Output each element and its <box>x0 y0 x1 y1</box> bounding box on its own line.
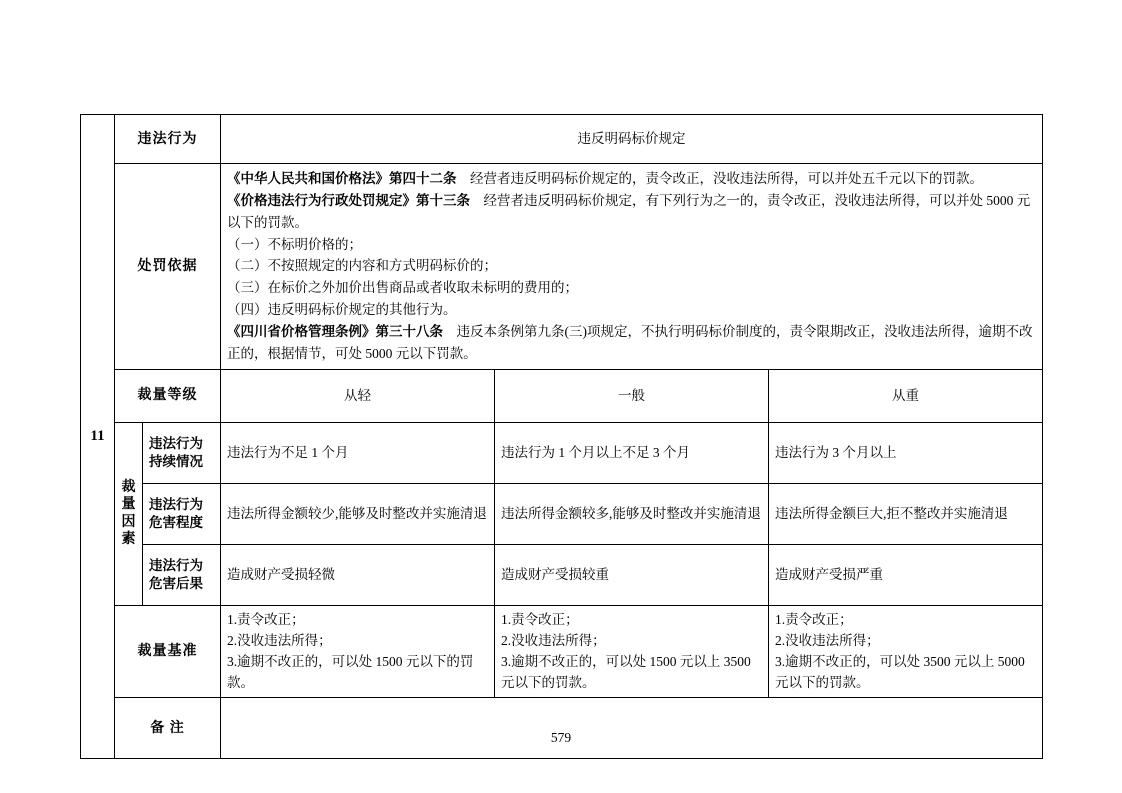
factor-consequence-normal: 造成财产受损较重 <box>495 544 769 605</box>
grade-header-heavy: 从重 <box>769 369 1043 422</box>
factor-label-char-1: 裁 <box>121 479 136 495</box>
penalty-basis-line-7: 《四川省价格管理条例》第三十八条 违反本条例第九条(三)项规定，不执行明码标价制度的，责令限期改正，没收违法所得，逾期不改正的，根据情节，可处 5000 元以下罚款。 <box>227 324 1033 361</box>
label-remark: 备 注 <box>115 698 221 759</box>
penalty-basis-line-2: 《价格违法行为行政处罚规定》第十三条 经营者违反明码标价规定，有下列行为之一的，责令改正，没收违法所得，可以并处 5000 元以下的罚款。 <box>227 192 1031 230</box>
standard-normal-line3: 3.逾期不改正的，可以处 1500 元以上 3500 元以下的罚款。 <box>501 653 751 690</box>
standard-heavy <box>769 605 1043 698</box>
factor-name-severity-line1: 违法行为 <box>149 496 203 512</box>
factor-name-severity-line2: 危害程度 <box>149 514 203 530</box>
row-index: 11 <box>81 115 115 759</box>
label-discretion-factors <box>115 422 143 605</box>
table-row-factor-duration <box>81 422 1043 483</box>
standard-heavy-line2: 2.没收违法所得； <box>775 632 880 648</box>
standard-light <box>221 605 495 698</box>
grade-header-normal: 一般 <box>495 369 769 422</box>
factor-duration-light: 违法行为不足 1 个月 <box>221 422 495 483</box>
remark-value <box>221 698 1043 759</box>
factor-severity-normal: 违法所得金额较多,能够及时整改并实施清退 <box>495 483 769 544</box>
standard-heavy-line3: 3.逾期不改正的，可以处 3500 元以上 5000 元以下的罚款。 <box>775 653 1025 690</box>
factor-name-duration <box>143 422 221 483</box>
label-discretion-level: 裁量等级 <box>115 369 221 422</box>
factor-name-consequence <box>143 544 221 605</box>
table-row-penalty-basis <box>81 164 1043 370</box>
penalty-basis-line-1: 《中华人民共和国价格法》第四十二条 经营者违反明码标价规定的，责令改正，没收违法所得，可以并处五千元以下的罚款。 <box>227 171 983 186</box>
factor-name-duration-line1: 违法行为 <box>149 435 203 451</box>
factor-name-consequence-line1: 违法行为 <box>149 557 203 573</box>
table-row-factor-severity <box>81 483 1043 544</box>
penalty-basis-line-5: （三）在标价之外加价出售商品或者收取未标明的费用的； <box>227 280 578 296</box>
discretion-table <box>80 114 1043 759</box>
standard-light-line2: 2.没收违法所得； <box>227 632 332 648</box>
penalty-basis-value <box>221 164 1043 370</box>
standard-normal <box>495 605 769 698</box>
factor-severity-light: 违法所得金额较少,能够及时整改并实施清退 <box>221 483 495 544</box>
factor-duration-normal: 违法行为 1 个月以上不足 3 个月 <box>495 422 769 483</box>
penalty-basis-line-4: （二）不按照规定的内容和方式明码标价的； <box>227 258 497 274</box>
label-penalty-basis: 处罚依据 <box>115 164 221 370</box>
table-row-remark <box>81 698 1043 759</box>
standard-light-line1: 1.责令改正； <box>227 611 305 627</box>
grade-header-light: 从轻 <box>221 369 495 422</box>
factor-duration-heavy: 违法行为 3 个月以上 <box>769 422 1043 483</box>
factor-name-consequence-line2: 危害后果 <box>149 575 203 591</box>
label-violation: 违法行为 <box>115 115 221 164</box>
standard-normal-line2: 2.没收违法所得； <box>501 632 606 648</box>
table-row-violation <box>81 115 1043 164</box>
factor-label-char-4: 素 <box>121 532 136 548</box>
page-number: 579 <box>550 730 572 745</box>
table-row-standard <box>81 605 1043 698</box>
standard-normal-line1: 1.责令改正； <box>501 611 579 627</box>
penalty-basis-line-6: （四）违反明码标价规定的其他行为。 <box>227 302 457 318</box>
factor-name-duration-line2: 持续情况 <box>149 453 203 469</box>
violation-value: 违反明码标价规定 <box>221 115 1043 164</box>
table-row-grade-header <box>81 369 1043 422</box>
factor-severity-heavy: 违法所得金额巨大,拒不整改并实施清退 <box>769 483 1043 544</box>
factor-consequence-heavy: 造成财产受损严重 <box>769 544 1043 605</box>
factor-label-char-3: 因 <box>121 514 136 530</box>
factor-consequence-light: 造成财产受损轻微 <box>221 544 495 605</box>
factor-label-char-2: 量 <box>121 497 136 513</box>
standard-heavy-line1: 1.责令改正； <box>775 611 853 627</box>
penalty-basis-line-3: （一）不标明价格的； <box>227 236 362 252</box>
factor-name-severity <box>143 483 221 544</box>
standard-light-line3: 3.逾期不改正的，可以处 1500 元以下的罚款。 <box>227 653 474 690</box>
label-discretion-standard: 裁量基准 <box>115 605 221 698</box>
table-row-factor-consequence <box>81 544 1043 605</box>
